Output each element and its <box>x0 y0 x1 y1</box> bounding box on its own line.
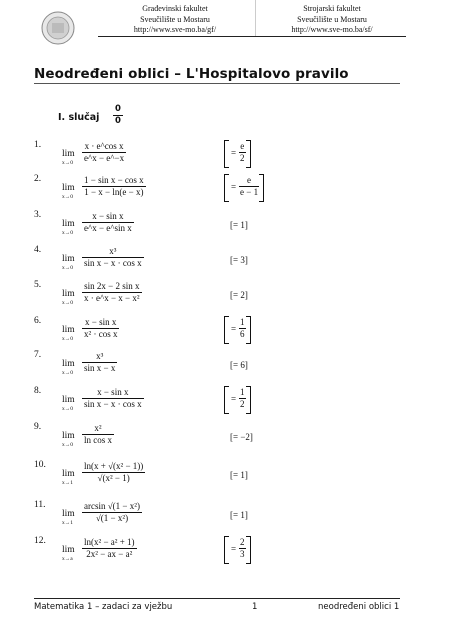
problem-item <box>34 316 414 352</box>
answer-equals: = <box>231 182 237 192</box>
problem-number: 12. <box>34 536 46 546</box>
limit-operator: lim <box>62 289 75 299</box>
answer-denominator: 2 <box>240 153 245 163</box>
limit-expression <box>82 211 134 234</box>
answer: [= 6] <box>230 360 248 370</box>
footer-section: neodređeni oblici 1 <box>318 602 400 612</box>
expression-numerator: ln(x + √(x² − 1)) <box>84 461 144 471</box>
limit-expression <box>82 281 142 304</box>
limit-operator: lim <box>62 509 75 519</box>
problem-number: 11. <box>34 500 46 510</box>
header-left-faculty: Građevinski fakultet <box>142 4 208 13</box>
answer-equals: = <box>231 148 237 158</box>
answer-fraction <box>239 175 259 198</box>
problem-item <box>34 280 414 316</box>
problem-number: 1. <box>34 140 42 150</box>
header-left-university: Sveučilište u Mostaru <box>140 14 210 24</box>
limit-operator: lim <box>62 469 75 479</box>
limit-operator: lim <box>62 219 75 229</box>
limit-approach: x→0 <box>62 336 73 342</box>
limit-approach: x→0 <box>62 442 73 448</box>
expression-numerator: x³ <box>109 246 117 256</box>
limit-expression <box>82 141 126 164</box>
expression-numerator: 1 − sin x − cos x <box>84 175 144 185</box>
expression-numerator: sin 2x − 2 sin x <box>84 281 140 291</box>
answer: [= 1] <box>230 470 248 480</box>
problem-number: 6. <box>34 316 42 326</box>
expression-denominator: sin x − x · cos x <box>84 258 142 268</box>
problem-item <box>34 350 414 386</box>
limit-expression <box>82 387 144 410</box>
answer-denominator: e − 1 <box>240 187 259 197</box>
expression-denominator: √(x² − 1) <box>82 472 145 484</box>
expression-denominator: x² · cos x <box>84 329 118 339</box>
expression-denominator: 1 − x − ln(e − x) <box>82 186 146 198</box>
problem-number: 5. <box>34 280 42 290</box>
limit-expression <box>82 175 146 198</box>
problem-item <box>34 500 414 536</box>
bracket-left <box>224 386 229 414</box>
answer-numerator: e <box>247 175 252 185</box>
answer-bracket <box>224 174 264 202</box>
bracket-left <box>224 174 229 202</box>
title-rule <box>34 83 400 84</box>
answer-bracket <box>224 140 251 168</box>
answer: [= 2] <box>230 290 248 300</box>
problem-number: 8. <box>34 386 42 396</box>
header-left-url[interactable]: http://www.sve-mo.ba/gf/ <box>133 25 217 34</box>
problem-item <box>34 210 414 246</box>
header-right-url[interactable]: http://www.sve-mo.ba/sf/ <box>291 25 373 34</box>
limit-expression <box>82 537 137 560</box>
limit-expression <box>82 351 117 374</box>
limit-approach: x→0 <box>62 194 73 200</box>
header-right-university: Sveučilište u Mostaru <box>297 14 367 24</box>
expression-denominator: √(1 − x²) <box>82 512 142 524</box>
problem-item <box>34 174 414 210</box>
limit-approach: x→1 <box>62 520 73 526</box>
problem-number: 9. <box>34 422 42 432</box>
answer-fraction <box>239 387 246 410</box>
bracket-left <box>224 316 229 344</box>
bracket-left <box>224 140 229 168</box>
expression-numerator: x − sin x <box>97 387 129 397</box>
header-divider <box>255 0 256 37</box>
answer-bracket <box>224 536 251 564</box>
answer: [= 3] <box>230 255 248 265</box>
expression-denominator: 2x² − ax − a² <box>82 548 137 560</box>
expression-numerator: arcsin √(1 − x²) <box>84 501 140 511</box>
problem-item <box>34 245 414 281</box>
answer-equals: = <box>231 324 237 334</box>
limit-approach: x→0 <box>62 370 73 376</box>
limit-operator: lim <box>62 359 75 369</box>
answer-numerator: 1 <box>240 387 245 397</box>
problem-item <box>34 460 414 496</box>
case-label: I. slučaj <box>58 112 100 123</box>
problem-number: 10. <box>34 460 46 470</box>
answer: [= 1] <box>230 220 248 230</box>
bracket-right <box>246 316 251 344</box>
header-left <box>102 4 248 36</box>
problem-item <box>34 386 414 422</box>
limit-operator: lim <box>62 149 75 159</box>
answer-denominator: 6 <box>240 329 245 339</box>
bracket-right <box>246 536 251 564</box>
case-denominator: 0 <box>113 115 123 127</box>
expression-numerator: ln(x² − a² + 1) <box>84 537 135 547</box>
footer-rule <box>34 598 400 599</box>
answer-numerator: e <box>240 141 245 151</box>
limit-expression <box>82 501 142 524</box>
header-right-faculty: Strojarski fakultet <box>303 4 361 13</box>
header-rule <box>98 36 406 37</box>
expression-denominator: e^x − e^sin x <box>84 223 132 233</box>
case-fraction <box>113 104 123 127</box>
answer-bracket <box>224 316 251 344</box>
footer-course: Matematika 1 – zadaci za vježbu <box>34 602 173 612</box>
answer-bracket <box>224 386 251 414</box>
limit-approach: x→a <box>62 556 73 562</box>
limit-approach: x→0 <box>62 230 73 236</box>
header-right <box>262 4 402 36</box>
limit-expression <box>82 461 145 484</box>
answer-equals: = <box>231 544 237 554</box>
case-numerator: 0 <box>115 104 121 114</box>
problem-item <box>34 140 414 176</box>
problem-number: 3. <box>34 210 42 220</box>
limit-operator: lim <box>62 545 75 555</box>
answer-equals: = <box>231 394 237 404</box>
limit-approach: x→1 <box>62 480 73 486</box>
answer-denominator: 3 <box>240 549 245 559</box>
limit-approach: x→0 <box>62 160 73 166</box>
limit-approach: x→0 <box>62 406 73 412</box>
footer-page-number: 1 <box>252 602 258 612</box>
limit-approach: x→0 <box>62 300 73 306</box>
expression-numerator: x − sin x <box>85 317 117 327</box>
problem-number: 7. <box>34 350 42 360</box>
page-title: Neodređeni oblici – L'Hospitalovo pravilo <box>34 66 349 82</box>
expression-numerator: x³ <box>96 351 104 361</box>
problem-item <box>34 422 414 458</box>
limit-expression <box>82 246 144 269</box>
answer-fraction <box>239 537 246 560</box>
answer: [= −2] <box>230 432 253 442</box>
limit-approach: x→0 <box>62 265 73 271</box>
expression-denominator: sin x − x · cos x <box>84 399 142 409</box>
expression-numerator: x² <box>94 423 102 433</box>
problem-number: 4. <box>34 245 42 255</box>
university-seal-icon <box>40 10 76 46</box>
answer: [= 1] <box>230 510 248 520</box>
problem-number: 2. <box>34 174 42 184</box>
expression-denominator: e^x − e^−x <box>84 153 125 163</box>
bracket-right <box>259 174 264 202</box>
limit-operator: lim <box>62 395 75 405</box>
bracket-right <box>246 386 251 414</box>
answer-numerator: 2 <box>240 537 245 547</box>
limit-expression <box>82 317 119 340</box>
answer-denominator: 2 <box>240 399 245 409</box>
answer-numerator: 1 <box>240 317 245 327</box>
answer-fraction <box>239 141 246 164</box>
limit-operator: lim <box>62 254 75 264</box>
bracket-right <box>246 140 251 168</box>
limit-operator: lim <box>62 183 75 193</box>
expression-denominator: sin x − x <box>84 363 116 373</box>
limit-operator: lim <box>62 431 75 441</box>
expression-denominator: ln cos x <box>84 435 112 445</box>
limit-operator: lim <box>62 325 75 335</box>
answer-fraction <box>239 317 246 340</box>
limit-expression <box>82 423 114 446</box>
bracket-left <box>224 536 229 564</box>
expression-numerator: x · e^cos x <box>84 141 124 151</box>
problem-item <box>34 536 414 572</box>
expression-denominator: x · e^x − x − x² <box>84 293 140 303</box>
expression-numerator: x − sin x <box>92 211 124 221</box>
